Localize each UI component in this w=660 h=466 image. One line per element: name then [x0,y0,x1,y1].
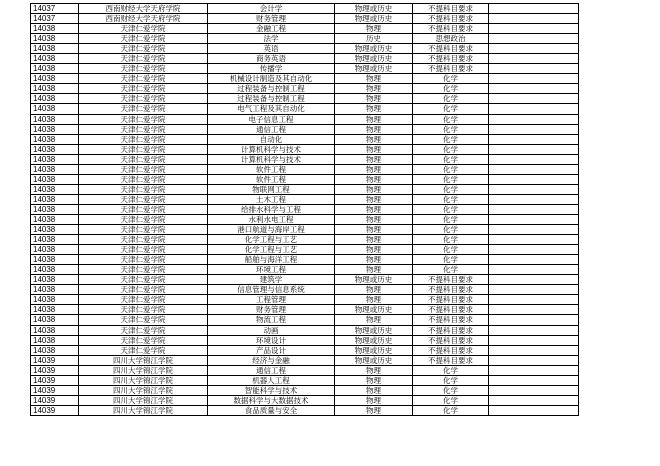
school-name-cell: 四川大学锦江学院 [79,365,208,375]
second-subject-cell: 化学 [413,255,489,265]
school-name-cell: 天津仁爱学院 [79,245,208,255]
school-code-cell: 14038 [31,34,79,44]
table-row [31,144,579,154]
second-subject-cell: 不提科目要求 [413,64,489,74]
major-name-cell: 给排水科学与工程 [208,204,335,214]
school-code-cell: 14038 [31,134,79,144]
school-name-cell: 天津仁爱学院 [79,335,208,345]
empty-cell [489,14,579,24]
table-row [31,204,579,214]
major-name-cell: 食品质量与安全 [208,405,335,415]
major-name-cell: 动画 [208,325,335,335]
major-name-cell: 会计学 [208,4,335,14]
major-name-cell: 环境工程 [208,265,335,275]
first-subject-cell: 物理 [335,395,413,405]
major-name-cell: 物流工程 [208,315,335,325]
second-subject-cell: 化学 [413,94,489,104]
first-subject-cell: 物理 [335,134,413,144]
table-body [31,4,579,416]
major-name-cell: 建筑学 [208,275,335,285]
second-subject-cell: 化学 [413,235,489,245]
school-name-cell: 天津仁爱学院 [79,255,208,265]
school-name-cell: 四川大学锦江学院 [79,405,208,415]
school-code-cell: 14038 [31,245,79,255]
school-code-cell: 14037 [31,14,79,24]
major-name-cell: 智能科学与技术 [208,385,335,395]
school-name-cell: 天津仁爱学院 [79,174,208,184]
school-code-cell: 14038 [31,64,79,74]
first-subject-cell: 物理 [335,295,413,305]
empty-cell [489,124,579,134]
table-row [31,235,579,245]
major-name-cell: 通信工程 [208,124,335,134]
table-row [31,295,579,305]
school-name-cell: 天津仁爱学院 [79,275,208,285]
school-code-cell: 14039 [31,375,79,385]
school-code-cell: 14039 [31,355,79,365]
second-subject-cell: 化学 [413,114,489,124]
table-row [31,94,579,104]
empty-cell [489,64,579,74]
school-name-cell: 天津仁爱学院 [79,114,208,124]
table-row [31,164,579,174]
school-code-cell: 14038 [31,44,79,54]
major-name-cell: 机器人工程 [208,375,335,385]
second-subject-cell: 化学 [413,395,489,405]
empty-cell [489,405,579,415]
major-name-cell: 船舶与海洋工程 [208,255,335,265]
first-subject-cell: 物理或历史 [335,275,413,285]
major-name-cell: 产品设计 [208,345,335,355]
first-subject-cell: 物理 [335,24,413,34]
school-name-cell: 天津仁爱学院 [79,104,208,114]
second-subject-cell: 不提科目要求 [413,325,489,335]
school-name-cell: 四川大学锦江学院 [79,375,208,385]
school-name-cell: 天津仁爱学院 [79,325,208,335]
school-code-cell: 14039 [31,365,79,375]
major-name-cell: 传播学 [208,64,335,74]
school-name-cell: 天津仁爱学院 [79,74,208,84]
school-code-cell: 14038 [31,164,79,174]
empty-cell [489,94,579,104]
table-row [31,174,579,184]
table-row [31,134,579,144]
school-name-cell: 天津仁爱学院 [79,214,208,224]
first-subject-cell: 物理 [335,124,413,134]
second-subject-cell: 不提科目要求 [413,335,489,345]
school-name-cell: 四川大学锦江学院 [79,355,208,365]
second-subject-cell: 化学 [413,104,489,114]
first-subject-cell: 物理 [335,94,413,104]
table-row [31,305,579,315]
first-subject-cell: 物理 [335,235,413,245]
school-name-cell: 天津仁爱学院 [79,134,208,144]
empty-cell [489,265,579,275]
first-subject-cell: 物理 [335,255,413,265]
school-name-cell: 天津仁爱学院 [79,54,208,64]
major-name-cell: 信息管理与信息系统 [208,285,335,295]
school-name-cell: 天津仁爱学院 [79,225,208,235]
major-name-cell: 软件工程 [208,174,335,184]
school-code-cell: 14038 [31,305,79,315]
empty-cell [489,315,579,325]
school-code-cell: 14038 [31,255,79,265]
major-name-cell: 自动化 [208,134,335,144]
school-code-cell: 14038 [31,144,79,154]
school-name-cell: 天津仁爱学院 [79,345,208,355]
school-code-cell: 14038 [31,335,79,345]
school-code-cell: 14038 [31,265,79,275]
table-row [31,184,579,194]
school-code-cell: 14038 [31,194,79,204]
school-code-cell: 14039 [31,395,79,405]
school-code-cell: 14038 [31,184,79,194]
major-name-cell: 商务英语 [208,54,335,64]
empty-cell [489,154,579,164]
table-row [31,214,579,224]
table-row [31,355,579,365]
table-row [31,64,579,74]
first-subject-cell: 物理 [335,74,413,84]
school-code-cell: 14038 [31,174,79,184]
empty-cell [489,375,579,385]
major-name-cell: 数据科学与大数据技术 [208,395,335,405]
second-subject-cell: 化学 [413,204,489,214]
second-subject-cell: 不提科目要求 [413,54,489,64]
second-subject-cell: 不提科目要求 [413,14,489,24]
school-name-cell: 西南财经大学天府学院 [79,4,208,14]
table-row [31,315,579,325]
major-name-cell: 物联网工程 [208,184,335,194]
major-name-cell: 英语 [208,44,335,54]
first-subject-cell: 物理或历史 [335,44,413,54]
empty-cell [489,104,579,114]
table-row [31,285,579,295]
major-name-cell: 计算机科学与技术 [208,154,335,164]
second-subject-cell: 不提科目要求 [413,295,489,305]
first-subject-cell: 物理或历史 [335,54,413,64]
empty-cell [489,184,579,194]
school-code-cell: 14039 [31,385,79,395]
empty-cell [489,84,579,94]
table-row [31,44,579,54]
second-subject-cell: 化学 [413,214,489,224]
second-subject-cell: 化学 [413,245,489,255]
table-row [31,265,579,275]
empty-cell [489,385,579,395]
table-row [31,325,579,335]
table-row [31,4,579,14]
table-row [31,104,579,114]
empty-cell [489,54,579,64]
major-name-cell: 工程管理 [208,295,335,305]
second-subject-cell: 化学 [413,365,489,375]
school-name-cell: 天津仁爱学院 [79,265,208,275]
empty-cell [489,295,579,305]
first-subject-cell: 物理或历史 [335,355,413,365]
table-row [31,34,579,44]
school-code-cell: 14037 [31,4,79,14]
major-name-cell: 机械设计制造及其自动化 [208,74,335,84]
table-row [31,194,579,204]
school-name-cell: 天津仁爱学院 [79,184,208,194]
major-name-cell: 环境设计 [208,335,335,345]
second-subject-cell: 不提科目要求 [413,315,489,325]
school-code-cell: 14039 [31,405,79,415]
second-subject-cell: 化学 [413,84,489,94]
second-subject-cell: 化学 [413,194,489,204]
school-name-cell: 天津仁爱学院 [79,144,208,154]
table-row [31,154,579,164]
school-name-cell: 四川大学锦江学院 [79,395,208,405]
first-subject-cell: 物理 [335,114,413,124]
major-name-cell: 过程装备与控制工程 [208,94,335,104]
major-name-cell: 财务管理 [208,305,335,315]
school-code-cell: 14038 [31,295,79,305]
empty-cell [489,34,579,44]
second-subject-cell: 化学 [413,174,489,184]
major-name-cell: 电气工程及其自动化 [208,104,335,114]
table-row [31,245,579,255]
school-name-cell: 天津仁爱学院 [79,204,208,214]
table-row [31,385,579,395]
empty-cell [489,44,579,54]
school-name-cell: 天津仁爱学院 [79,235,208,245]
first-subject-cell: 物理 [335,154,413,164]
first-subject-cell: 物理 [335,104,413,114]
second-subject-cell: 不提科目要求 [413,355,489,365]
empty-cell [489,204,579,214]
first-subject-cell: 物理 [335,265,413,275]
second-subject-cell: 化学 [413,405,489,415]
first-subject-cell: 物理或历史 [335,305,413,315]
major-name-cell: 过程装备与控制工程 [208,84,335,94]
school-code-cell: 14038 [31,124,79,134]
major-name-cell: 计算机科学与技术 [208,144,335,154]
table-row [31,255,579,265]
major-name-cell: 金融工程 [208,24,335,34]
major-name-cell: 法学 [208,34,335,44]
table-row [31,275,579,285]
first-subject-cell: 物理 [335,214,413,224]
empty-cell [489,245,579,255]
school-code-cell: 14038 [31,204,79,214]
school-name-cell: 天津仁爱学院 [79,44,208,54]
table-row [31,405,579,415]
empty-cell [489,285,579,295]
school-name-cell: 天津仁爱学院 [79,305,208,315]
second-subject-cell: 化学 [413,144,489,154]
school-name-cell: 天津仁爱学院 [79,94,208,104]
school-name-cell: 西南财经大学天府学院 [79,14,208,24]
empty-cell [489,305,579,315]
school-code-cell: 14038 [31,315,79,325]
second-subject-cell: 化学 [413,385,489,395]
school-code-cell: 14038 [31,345,79,355]
school-name-cell: 天津仁爱学院 [79,64,208,74]
empty-cell [489,225,579,235]
empty-cell [489,194,579,204]
school-code-cell: 14038 [31,235,79,245]
table-row [31,375,579,385]
empty-cell [489,345,579,355]
major-name-cell: 化学工程与工艺 [208,245,335,255]
second-subject-cell: 不提科目要求 [413,44,489,54]
school-name-cell: 天津仁爱学院 [79,315,208,325]
empty-cell [489,395,579,405]
second-subject-cell: 不提科目要求 [413,305,489,315]
admission-table [30,3,579,416]
school-name-cell: 天津仁爱学院 [79,164,208,174]
major-name-cell: 港口航道与海岸工程 [208,225,335,235]
major-name-cell: 经济与金融 [208,355,335,365]
second-subject-cell: 化学 [413,225,489,235]
major-name-cell: 土木工程 [208,194,335,204]
empty-cell [489,164,579,174]
first-subject-cell: 物理或历史 [335,64,413,74]
first-subject-cell: 物理 [335,204,413,214]
second-subject-cell: 不提科目要求 [413,285,489,295]
table-row [31,54,579,64]
school-name-cell: 天津仁爱学院 [79,84,208,94]
school-code-cell: 14038 [31,104,79,114]
school-code-cell: 14038 [31,225,79,235]
second-subject-cell: 思想政治 [413,34,489,44]
first-subject-cell: 物理 [335,225,413,235]
first-subject-cell: 物理 [335,315,413,325]
school-code-cell: 14038 [31,94,79,104]
first-subject-cell: 物理 [335,144,413,154]
table-row [31,124,579,134]
first-subject-cell: 物理 [335,84,413,94]
school-name-cell: 天津仁爱学院 [79,24,208,34]
school-code-cell: 14038 [31,114,79,124]
school-name-cell: 天津仁爱学院 [79,285,208,295]
school-name-cell: 天津仁爱学院 [79,194,208,204]
school-code-cell: 14038 [31,154,79,164]
school-code-cell: 14038 [31,84,79,94]
school-name-cell: 天津仁爱学院 [79,124,208,134]
second-subject-cell: 化学 [413,124,489,134]
major-name-cell: 软件工程 [208,164,335,174]
school-code-cell: 14038 [31,214,79,224]
second-subject-cell: 化学 [413,154,489,164]
first-subject-cell: 物理 [335,385,413,395]
school-code-cell: 14038 [31,275,79,285]
school-name-cell: 天津仁爱学院 [79,154,208,164]
empty-cell [489,114,579,124]
empty-cell [489,24,579,34]
first-subject-cell: 物理 [335,375,413,385]
school-code-cell: 14038 [31,325,79,335]
first-subject-cell: 物理或历史 [335,325,413,335]
first-subject-cell: 历史 [335,34,413,44]
school-code-cell: 14038 [31,24,79,34]
table-row [31,114,579,124]
second-subject-cell: 化学 [413,265,489,275]
first-subject-cell: 物理或历史 [335,4,413,14]
first-subject-cell: 物理 [335,365,413,375]
first-subject-cell: 物理 [335,194,413,204]
school-code-cell: 14038 [31,74,79,84]
empty-cell [489,74,579,84]
second-subject-cell: 化学 [413,74,489,84]
empty-cell [489,365,579,375]
first-subject-cell: 物理或历史 [335,14,413,24]
table-row [31,84,579,94]
table-row [31,335,579,345]
first-subject-cell: 物理 [335,405,413,415]
empty-cell [489,335,579,345]
school-name-cell: 天津仁爱学院 [79,295,208,305]
empty-cell [489,134,579,144]
first-subject-cell: 物理 [335,174,413,184]
major-name-cell: 化学工程与工艺 [208,235,335,245]
table-row [31,74,579,84]
school-name-cell: 四川大学锦江学院 [79,385,208,395]
first-subject-cell: 物理 [335,285,413,295]
second-subject-cell: 不提科目要求 [413,4,489,14]
table-row [31,24,579,34]
first-subject-cell: 物理或历史 [335,335,413,345]
empty-cell [489,174,579,184]
school-code-cell: 14038 [31,54,79,64]
first-subject-cell: 物理或历史 [335,345,413,355]
empty-cell [489,235,579,245]
second-subject-cell: 不提科目要求 [413,24,489,34]
empty-cell [489,144,579,154]
school-code-cell: 14038 [31,285,79,295]
first-subject-cell: 物理 [335,245,413,255]
second-subject-cell: 化学 [413,375,489,385]
second-subject-cell: 不提科目要求 [413,275,489,285]
empty-cell [489,255,579,265]
table-row [31,225,579,235]
table-row [31,345,579,355]
major-name-cell: 电子信息工程 [208,114,335,124]
second-subject-cell: 化学 [413,184,489,194]
major-name-cell: 通信工程 [208,365,335,375]
table-row [31,14,579,24]
empty-cell [489,275,579,285]
empty-cell [489,214,579,224]
table-row [31,365,579,375]
table-row [31,395,579,405]
second-subject-cell: 不提科目要求 [413,345,489,355]
school-name-cell: 天津仁爱学院 [79,34,208,44]
empty-cell [489,4,579,14]
empty-cell [489,325,579,335]
second-subject-cell: 化学 [413,134,489,144]
first-subject-cell: 物理 [335,164,413,174]
first-subject-cell: 物理 [335,184,413,194]
empty-cell [489,355,579,365]
major-name-cell: 财务管理 [208,14,335,24]
second-subject-cell: 化学 [413,164,489,174]
major-name-cell: 水利水电工程 [208,214,335,224]
